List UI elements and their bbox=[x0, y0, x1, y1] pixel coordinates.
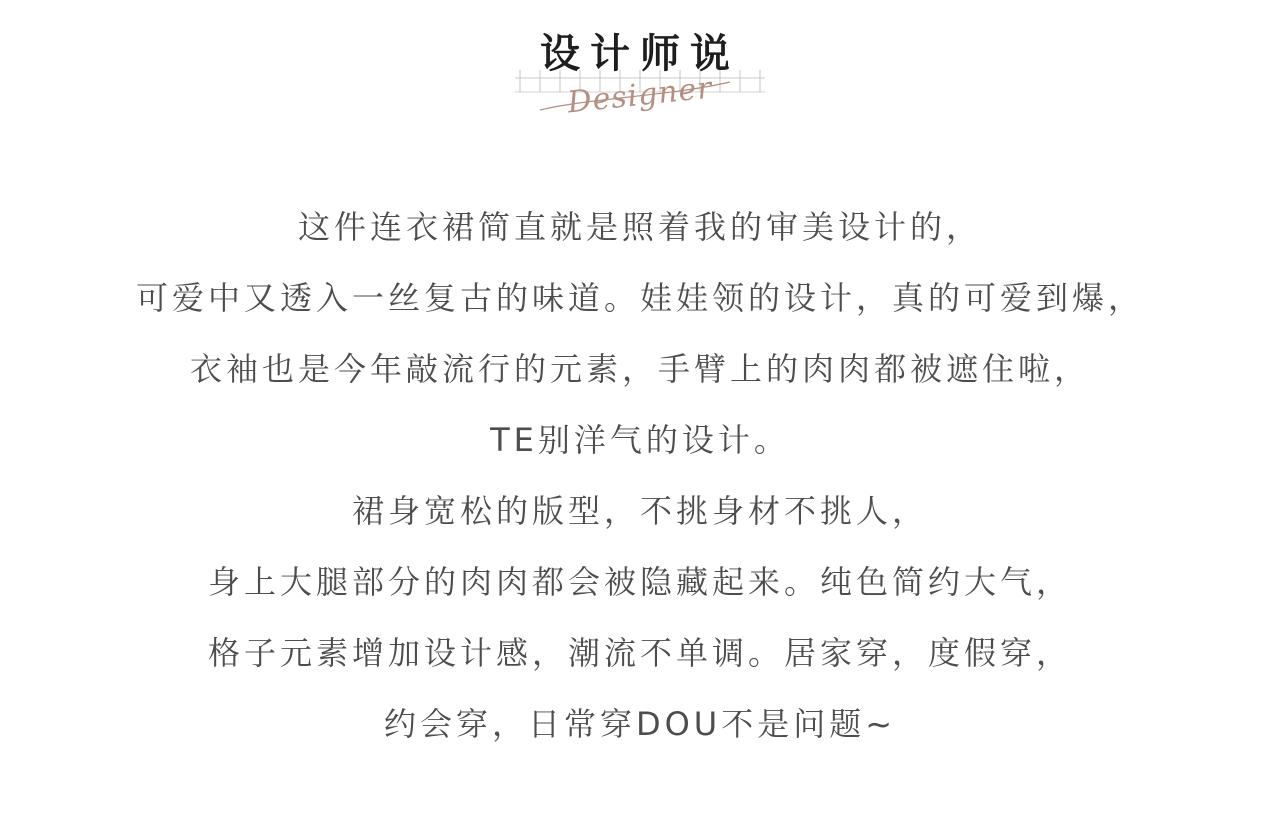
description-line: 约会穿，日常穿DOU不是问题~ bbox=[383, 705, 897, 743]
description-line: 格子元素增加设计感，潮流不单调。居家穿，度假穿， bbox=[207, 634, 1072, 672]
description-line: 身上大腿部分的肉肉都会被隐藏起来。纯色简约大气， bbox=[207, 563, 1072, 601]
section-title: 设计师说 bbox=[540, 31, 740, 77]
description-line: 可爱中又透入一丝复古的味道。娃娃领的设计，真的可爱到爆， bbox=[135, 279, 1144, 317]
description-line: 这件连衣裙简直就是照着我的审美设计的， bbox=[297, 208, 982, 246]
designer-script-label: Designer bbox=[565, 70, 715, 121]
description-line: 衣袖也是今年敲流行的元素，手臂上的肉肉都被遮住啦， bbox=[189, 350, 1090, 388]
description-line: TE别洋气的设计。 bbox=[490, 421, 790, 459]
description-line: 裙身宽松的版型，不挑身材不挑人， bbox=[351, 492, 928, 530]
designer-header bbox=[0, 0, 1280, 140]
description-paragraph bbox=[0, 196, 1280, 764]
